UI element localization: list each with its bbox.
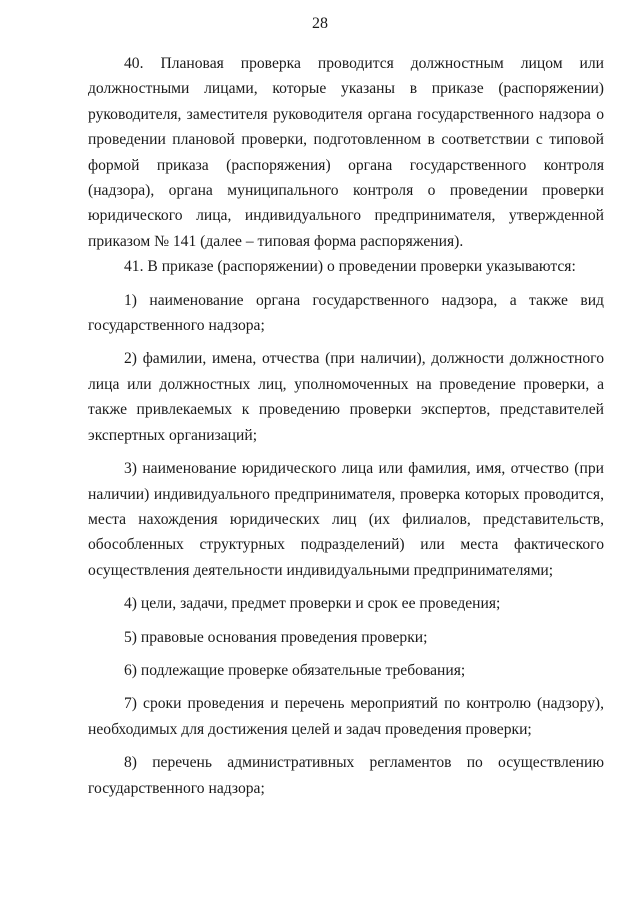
list-item-3: 3) наименование юридического лица или фамилия, имя, отчество (при наличии) индивидуального предпринимателя, проверка которых проводится, места нахождения юридических лиц (их филиалов, представительств, обособленных структурных подразделений) или места фактического осуществления деятельности индивидуальными предпринимателями; [88, 460, 604, 579]
spacer [88, 448, 604, 456]
list-item-6: 6) подлежащие проверке обязательные требования; [124, 661, 466, 679]
spacer [88, 338, 604, 346]
list-item-2: 2) фамилии, имена, отчества (при наличии), должности должностного лица или должностных лиц, уполномоченных на проведение проверки, а также привлекаемых к проведению проверки экспертов, представителей экспертных организаций; [88, 350, 604, 444]
spacer [88, 683, 604, 691]
spacer [88, 742, 604, 750]
list-item-5: 5) правовые основания проведения проверки; [124, 628, 428, 646]
list-item-7: 7) сроки проведения и перечень мероприятий по контролю (надзору), необходимых для достижения целей и задач проведения проверки; [88, 695, 604, 738]
list-item-4: 4) цели, задачи, предмет проверки и срок ее проведения; [124, 595, 501, 613]
document-body [88, 51, 604, 801]
page-number: 28 [312, 15, 328, 32]
spacer [88, 650, 604, 658]
list-item-1: 1) наименование органа государственного надзора, а также вид государственного надзора; [88, 291, 604, 335]
paragraph-40: 40. Плановая проверка проводится должностным лицом или должностными лицами, которые указаны в приказе (распоряжении) руководителя, заместителя руководителя органа государственного надзора о проведении плановой проверки, подготовленном в соответствии с типовой формой приказа (распоряжения) органа государственного контроля (надзора), органа муниципального контроля о проведении проверки юридического лица, индивидуального предпринимателя, утвержденной приказом № 141 (далее – типовая форма распоряжения). [88, 55, 604, 250]
spacer [88, 280, 604, 288]
paragraph-41: 41. В приказе (распоряжении) о проведении проверки указываются: [124, 258, 576, 276]
spacer [88, 617, 604, 625]
list-item-8: 8) перечень административных регламентов по осуществлению государственного надзора; [88, 754, 604, 797]
spacer [88, 583, 604, 591]
